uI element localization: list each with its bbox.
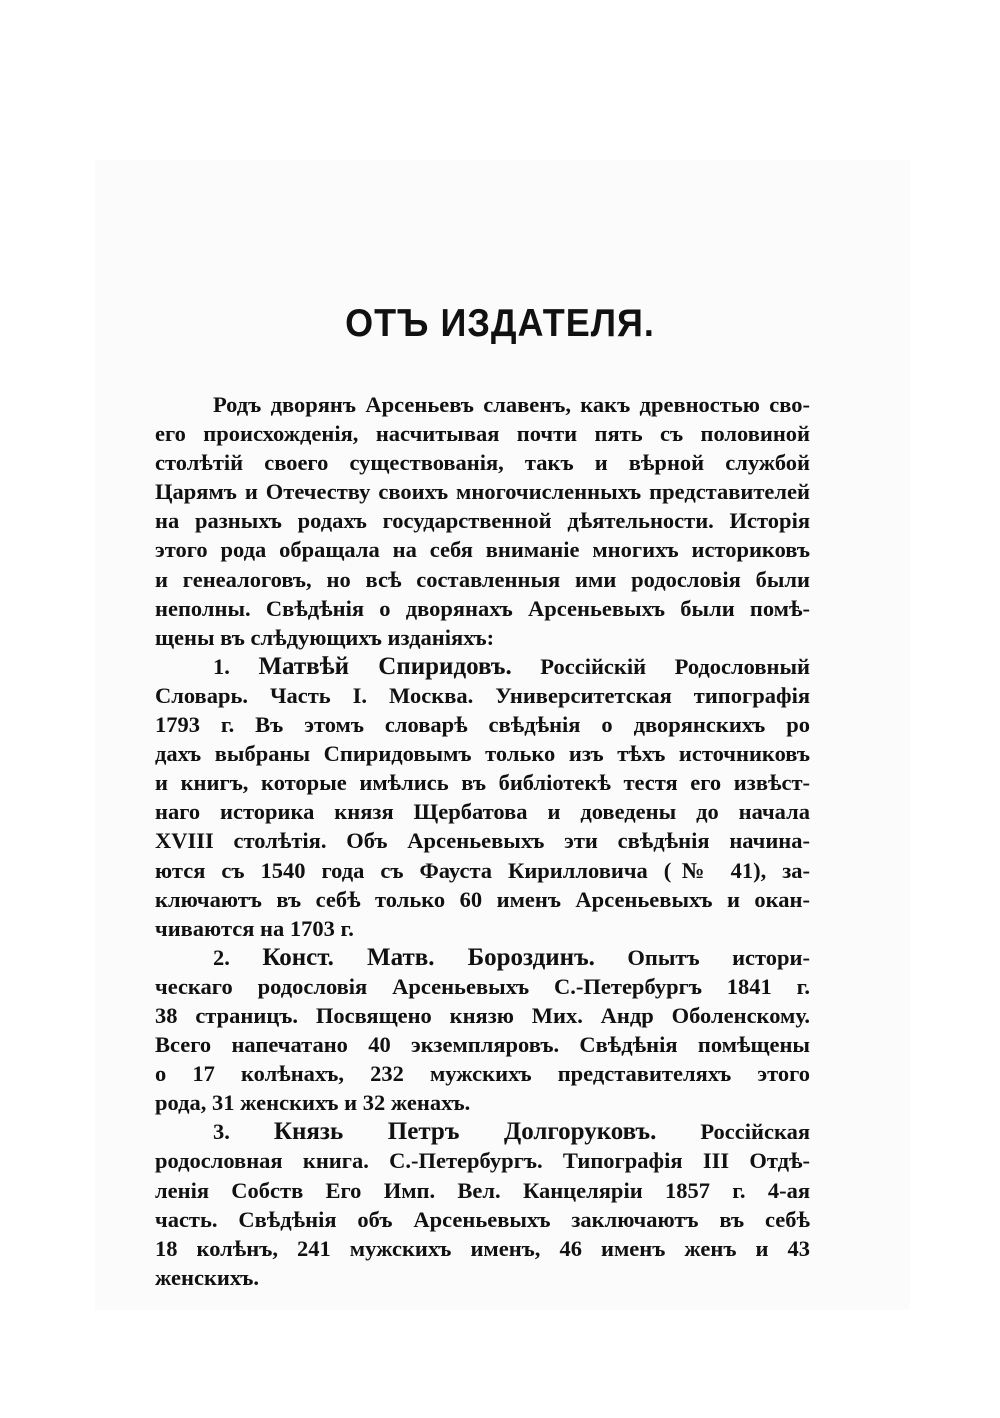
item-line: женскихъ. <box>155 1264 260 1290</box>
item-line: ленія Собств Его Имп. Вел. Канцеляріи 1857 г. 4-ая <box>155 1177 810 1203</box>
intro-line: столѣтій своего существованія, такъ и вѣрной службой <box>155 450 810 476</box>
item-author: Конст. Матв. Бороздинъ. <box>262 943 595 971</box>
intro-line: его происхожденія, насчитывая почти пять съ половиной <box>155 421 810 447</box>
item-1-first-line <box>155 652 810 681</box>
intro-line: щены въ слѣдующихъ изданіяхъ: <box>155 624 495 650</box>
item-number: 3. <box>213 1119 230 1145</box>
page-title: ОТЪ ИЗДАТЕЛЯ. <box>345 300 655 345</box>
item-line: ческаго родословія Арсеньевыхъ С.-Петербургъ 1841 г. <box>155 973 810 999</box>
item-line: ключаютъ въ себѣ только 60 именъ Арсеньевыхъ и окан- <box>155 886 810 912</box>
item-title-start: Россійскій Родословный <box>540 653 811 679</box>
item-line: и книгъ, которые имѣлись въ библіотекѣ тестя его извѣст- <box>155 770 810 796</box>
item-line: 38 страницъ. Посвящено князю Мих. Андр Оболенскому. <box>155 1002 810 1028</box>
item-line: родословная книга. С.-Петербургъ. Типографія III Отдѣ- <box>155 1148 810 1174</box>
item-number: 2. <box>213 944 230 970</box>
item-line: рода, 31 женскихъ и 32 женахъ. <box>155 1090 471 1116</box>
document-body <box>155 390 810 1292</box>
item-line: чиваются на 1703 г. <box>155 915 354 941</box>
item-2-first-line <box>155 943 810 972</box>
item-title-start: Опытъ истори- <box>627 944 811 970</box>
item-line: о 17 колѣнахъ, 232 мужскихъ представителяхъ этого <box>155 1061 810 1087</box>
intro-line: Родъ дворянъ Арсеньевъ славенъ, какъ древностью сво- <box>213 392 810 417</box>
item-line: дахъ выбраны Спиридовымъ только изъ тѣхъ источниковъ <box>155 741 810 767</box>
item-line: Всего напечатано 40 экземпляровъ. Свѣдѣнія помѣщены <box>155 1032 810 1058</box>
intro-line: Царямъ и Отечеству своихъ многочисленныхъ представителей <box>155 479 810 505</box>
item-line: XVIII столѣтія. Объ Арсеньевыхъ эти свѣдѣнія начина- <box>155 828 810 854</box>
item-line: Словарь. Часть I. Москва. Университетская типографія <box>155 682 810 708</box>
item-line: 18 колѣнъ, 241 мужскихъ именъ, 46 именъ женъ и 43 <box>155 1235 810 1261</box>
item-line: часть. Свѣдѣнія объ Арсеньевыхъ заключаютъ въ себѣ <box>155 1206 810 1232</box>
intro-line: на разныхъ родахъ государственной дѣятельности. Исторія <box>155 508 810 534</box>
item-number: 1. <box>213 653 230 679</box>
intro-line: и генеалоговъ, но всѣ составленныя ими родословія были <box>155 566 810 592</box>
item-line: наго историка князя Щербатова и доведены до начала <box>155 799 810 825</box>
item-author: Матвѣй Спиридовъ. <box>258 652 512 680</box>
intro-line: этого рода обращала на себя вниманіе многихъ историковъ <box>155 537 810 563</box>
item-author: Князь Петръ Долгоруковъ. <box>273 1118 657 1146</box>
item-title-start: Россійская <box>700 1119 810 1145</box>
intro-line: неполны. Свѣдѣнія о дворянахъ Арсеньевыхъ были помѣ- <box>155 595 810 621</box>
item-3-first-line <box>155 1117 810 1146</box>
item-line: ются съ 1540 года съ Фауста Кирилловича (№ 41), за- <box>155 857 810 883</box>
item-line: 1793 г. Въ этомъ словарѣ свѣдѣнія о дворянскихъ ро <box>155 712 810 738</box>
